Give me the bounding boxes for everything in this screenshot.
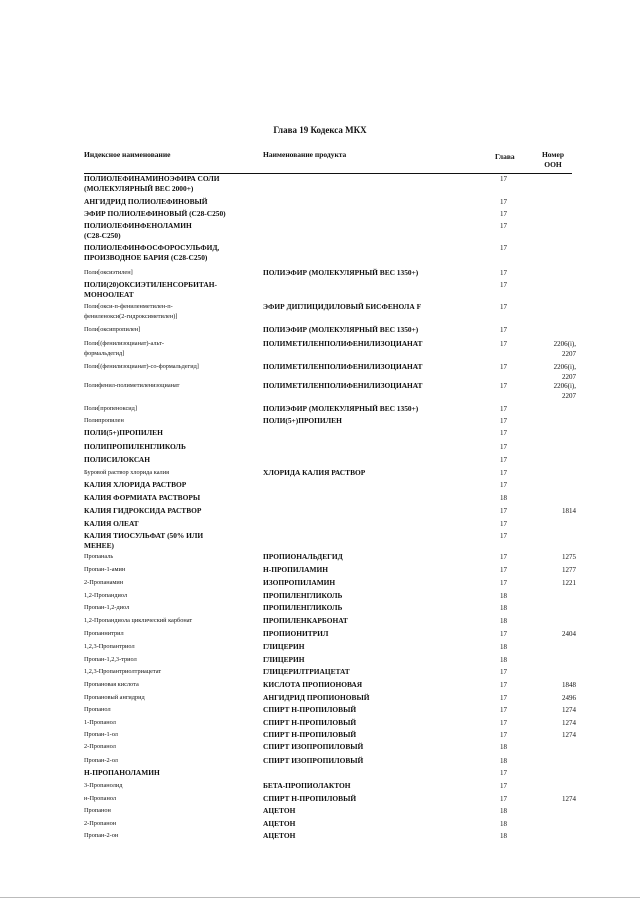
index-name-cell: [84, 667, 254, 677]
index-name-cell: [84, 519, 254, 529]
index-name-line: Поли[(фенилизоцианат)-со-формальдегид]: [84, 363, 199, 370]
chapter-cell: 17: [500, 429, 507, 437]
index-name-line: ПОЛИПРОПИЛЕНГЛИКОЛЬ: [84, 442, 186, 451]
chapter-cell: 18: [500, 807, 507, 815]
index-name-line: ПОЛИОЛЕФИНАМИНОЭФИРА СОЛИ: [84, 174, 220, 183]
chapter-cell: 17: [500, 507, 507, 515]
product-name-cell: ПОЛИЭФИР (МОЛЕКУЛЯРНЫЙ ВЕС 1350+): [263, 325, 419, 334]
un-number-line: 2496: [562, 694, 576, 702]
un-number-line: 1814: [562, 507, 576, 515]
product-name-cell: ПРОПИОНИТРИЛ: [263, 629, 329, 638]
chapter-cell: 17: [500, 417, 507, 425]
chapter-cell: 17: [500, 269, 507, 277]
page-title: Глава 19 Кодекса МКХ: [273, 125, 367, 135]
product-name-cell: СПИРТ ИЗОПРОПИЛОВЫЙ: [263, 742, 364, 751]
index-name-line: Пропан-1-амин: [84, 566, 126, 573]
index-name-line: Поли[оксипропилен]: [84, 326, 141, 333]
un-number-cell: [530, 705, 576, 715]
un-number-cell: [530, 794, 576, 804]
un-number-line: 1274: [562, 706, 576, 714]
index-name-line: Поли[оксиэтилен]: [84, 269, 133, 276]
chapter-cell: 17: [500, 769, 507, 777]
chapter-cell: 17: [500, 579, 507, 587]
chapter-cell: 17: [500, 222, 507, 230]
index-name-line: ЭФИР ПОЛИОЛЕФИНОВЫЙ (C28-C250): [84, 209, 226, 218]
product-name-cell: ГЛИЦЕРИЛТРИАЦЕТАТ: [263, 667, 350, 676]
index-name-line: Пропаннитрил: [84, 630, 124, 637]
chapter-cell: 17: [500, 481, 507, 489]
un-number-line: 2206(i),: [553, 382, 576, 390]
index-name-line: Полифенил-полиметиленизоцианат: [84, 382, 180, 389]
chapter-cell: 17: [500, 175, 507, 183]
index-name-line: 1,2,3-Пропантриолтриацетат: [84, 668, 162, 675]
index-name-cell: [84, 655, 254, 665]
index-name-cell: [84, 756, 254, 766]
index-name-line: Полипропилен: [84, 417, 124, 424]
index-name-line: Поли[пропеноксид]: [84, 405, 137, 412]
chapter-cell: 17: [500, 281, 507, 289]
index-name-cell: [84, 468, 254, 478]
index-name-line: Пропановая кислота: [84, 681, 139, 688]
un-number-line: 1848: [562, 681, 576, 689]
product-name-cell: ПРОПИЛЕНГЛИКОЛЬ: [263, 591, 343, 600]
un-number-cell: [530, 381, 576, 401]
product-name-cell: АЦЕТОН: [263, 806, 296, 815]
product-name-cell: ПРОПИЛЕНКАРБОНАТ: [263, 616, 348, 625]
index-name-line: Пропан-1,2-диол: [84, 604, 130, 611]
product-name-cell: ГЛИЦЕРИН: [263, 642, 305, 651]
index-name-cell: [84, 174, 254, 194]
index-name-line: МЕНЕЕ): [84, 541, 114, 550]
index-name-cell: [84, 629, 254, 639]
un-number-cell: [530, 339, 576, 359]
product-name-cell: СПИРТ ИЗОПРОПИЛОВЫЙ: [263, 756, 364, 765]
index-name-line: Пропановый ангидрид: [84, 694, 145, 701]
index-name-cell: [84, 209, 254, 219]
index-name-cell: [84, 416, 254, 426]
index-name-line: 2-Пропанон: [84, 820, 117, 827]
un-number-line: 2206(i),: [553, 363, 576, 371]
index-name-cell: [84, 221, 254, 241]
chapter-cell: 17: [500, 198, 507, 206]
un-number-line: 2207: [562, 392, 576, 400]
index-name-cell: [84, 531, 254, 551]
index-name-line: МОНООЛЕАТ: [84, 290, 134, 299]
index-name-cell: [84, 642, 254, 652]
product-name-cell: СПИРТ Н-ПРОПИЛОВЫЙ: [263, 730, 357, 739]
chapter-cell: 18: [500, 820, 507, 828]
chapter-cell: 18: [500, 592, 507, 600]
un-number-line: 1274: [562, 719, 576, 727]
index-name-line: (МОЛЕКУЛЯРНЫЙ ВЕС 2000+): [84, 184, 194, 193]
un-number-line: 2207: [562, 373, 576, 381]
column-header-un-number-line1: Номер: [541, 150, 565, 159]
index-name-line: АНГИДРИД ПОЛИОЛЕФИНОВЫЙ: [84, 197, 208, 206]
product-name-cell: ПРОПИОНАЛЬДЕГИД: [263, 552, 343, 561]
index-name-cell: [84, 280, 254, 300]
product-name-cell: КИСЛОТА ПРОПИОНОВАЯ: [263, 680, 363, 689]
chapter-cell: 17: [500, 795, 507, 803]
product-name-cell: ПОЛИЭФИР (МОЛЕКУЛЯРНЫЙ ВЕС 1350+): [263, 404, 419, 413]
index-name-cell: [84, 243, 254, 263]
index-name-cell: [84, 339, 254, 359]
index-name-line: Пропан-1-ол: [84, 731, 118, 738]
index-name-line: Поли[(фенилизоцианат)-альт-: [84, 340, 164, 347]
index-name-line: Пропанон: [84, 807, 111, 814]
column-header-chapter: Глава: [495, 152, 515, 161]
un-number-line: 2404: [562, 630, 576, 638]
un-number-cell: [530, 629, 576, 639]
chapter-cell: 17: [500, 520, 507, 528]
index-name-line: КАЛИЯ ХЛОРИДА РАСТВОР: [84, 480, 187, 489]
un-number-cell: [530, 730, 576, 740]
product-name-cell: АНГИДРИД ПРОПИОНОВЫЙ: [263, 693, 370, 702]
index-name-cell: [84, 730, 254, 740]
product-name-cell: ПОЛИЭФИР (МОЛЕКУЛЯРНЫЙ ВЕС 1350+): [263, 268, 419, 277]
un-number-cell: [530, 362, 576, 382]
product-name-cell: ГЛИЦЕРИН: [263, 655, 305, 664]
index-name-cell: [84, 768, 254, 778]
un-number-line: 1277: [562, 566, 576, 574]
index-name-cell: [84, 742, 254, 752]
index-name-cell: [84, 616, 254, 626]
index-name-cell: [84, 480, 254, 490]
chapter-cell: 18: [500, 832, 507, 840]
index-name-cell: [84, 381, 254, 391]
product-name-cell: СПИРТ Н-ПРОПИЛОВЫЙ: [263, 794, 357, 803]
chapter-cell: 17: [500, 405, 507, 413]
chapter-cell: 18: [500, 743, 507, 751]
index-name-line: ПОЛИОЛЕФИНФОСФОРОСУЛЬФИД,: [84, 243, 220, 252]
index-name-line: Н-ПРОПАНОЛАМИН: [84, 768, 160, 777]
un-number-line: 1274: [562, 795, 576, 803]
un-number-cell: [530, 680, 576, 690]
index-name-line: ПОЛИСИЛОКСАН: [84, 455, 150, 464]
index-name-cell: [84, 493, 254, 503]
index-name-line: КАЛИЯ ГИДРОКСИДА РАСТВОР: [84, 506, 202, 515]
index-name-line: фениленокси(2-гидроксиметилен)]: [84, 313, 178, 320]
index-name-cell: [84, 325, 254, 335]
index-name-cell: [84, 693, 254, 703]
chapter-cell: 17: [500, 443, 507, 451]
chapter-cell: 17: [500, 630, 507, 638]
index-name-line: ПОЛИ(5+)ПРОПИЛЕН: [84, 428, 163, 437]
chapter-cell: 17: [500, 719, 507, 727]
chapter-cell: 17: [500, 303, 507, 311]
index-name-cell: [84, 455, 254, 465]
product-name-cell: ИЗОПРОПИЛАМИН: [263, 578, 336, 587]
chapter-cell: 18: [500, 757, 507, 765]
index-name-line: 3-Пропанолид: [84, 782, 123, 789]
un-number-cell: [530, 718, 576, 728]
index-name-cell: [84, 591, 254, 601]
chapter-cell: 18: [500, 604, 507, 612]
un-number-cell: [530, 506, 576, 516]
product-name-cell: ПОЛИМЕТИЛЕНПОЛИФЕНИЛИЗОЦИАНАТ: [263, 362, 423, 371]
index-name-line: 1,2-Пропандиол: [84, 592, 128, 599]
index-name-line: Пропан-1,2,3-триол: [84, 656, 137, 663]
column-header-product-name: Наименование продукта: [263, 150, 347, 159]
chapter-cell: 17: [500, 566, 507, 574]
index-name-cell: [84, 428, 254, 438]
chapter-cell: 17: [500, 456, 507, 464]
index-name-cell: [84, 806, 254, 816]
index-name-line: КАЛИЯ ТИОСУЛЬФАТ (50% ИЛИ: [84, 531, 204, 540]
chapter-cell: 17: [500, 363, 507, 371]
index-name-line: Пропан-2-ол: [84, 757, 118, 764]
index-name-cell: [84, 565, 254, 575]
index-name-cell: [84, 603, 254, 613]
index-name-cell: [84, 831, 254, 841]
index-name-line: Пропаналь: [84, 553, 114, 560]
chapter-cell: 17: [500, 706, 507, 714]
chapter-cell: 18: [500, 494, 507, 502]
un-number-line: 2206(i),: [553, 340, 576, 348]
chapter-cell: 17: [500, 731, 507, 739]
column-header-un-number-line2: ООН: [544, 160, 562, 169]
chapter-cell: 17: [500, 469, 507, 477]
product-name-cell: СПИРТ Н-ПРОПИЛОВЫЙ: [263, 705, 357, 714]
product-name-cell: ХЛОРИДА КАЛИЯ РАСТВОР: [263, 468, 366, 477]
product-name-cell: БЕТА-ПРОПИОЛАКТОН: [263, 781, 351, 790]
index-name-cell: [84, 197, 254, 207]
index-name-cell: [84, 718, 254, 728]
un-number-line: 1274: [562, 731, 576, 739]
index-name-line: 2-Пропанол: [84, 743, 116, 750]
chapter-cell: 17: [500, 340, 507, 348]
index-name-line: 1,2,3-Пропантриол: [84, 643, 135, 650]
index-name-cell: [84, 781, 254, 791]
column-header-un-number: [535, 150, 571, 170]
index-name-cell: [84, 268, 254, 278]
index-name-cell: [84, 819, 254, 829]
index-name-line: КАЛИЯ ФОРМИАТА РАСТВОРЫ: [84, 493, 201, 502]
chapter-cell: 17: [500, 326, 507, 334]
chapter-cell: 18: [500, 643, 507, 651]
index-name-line: ПРОИЗВОДНОЕ БАРИЯ (C28-C250): [84, 253, 208, 262]
index-name-line: ПОЛИ(20)ОКСИЭТИЛЕНСОРБИТАН-: [84, 280, 217, 289]
un-number-line: 1275: [562, 553, 576, 561]
product-name-cell: АЦЕТОН: [263, 819, 296, 828]
index-name-line: н-Пропанол: [84, 795, 117, 802]
index-name-cell: [84, 404, 254, 414]
un-number-cell: [530, 693, 576, 703]
chapter-cell: 17: [500, 553, 507, 561]
product-name-cell: Н-ПРОПИЛАМИН: [263, 565, 328, 574]
chapter-cell: 17: [500, 210, 507, 218]
product-name-cell: ПОЛИМЕТИЛЕНПОЛИФЕНИЛИЗОЦИАНАТ: [263, 339, 423, 348]
index-name-cell: [84, 506, 254, 516]
index-name-line: Пропан-2-он: [84, 832, 119, 839]
index-name-line: формальдегид]: [84, 350, 125, 357]
index-name-line: ПОЛИОЛЕФИНФЕНОЛАМИН: [84, 221, 192, 230]
product-name-cell: ПОЛИМЕТИЛЕНПОЛИФЕНИЛИЗОЦИАНАТ: [263, 381, 423, 390]
product-name-cell: ЭФИР ДИГЛИЦИДИЛОВЫЙ БИСФЕНОЛА F: [263, 302, 422, 311]
un-number-cell: [530, 565, 576, 575]
index-name-line: Буровой раствор хлорида калия: [84, 469, 169, 476]
product-name-cell: ПРОПИЛЕНГЛИКОЛЬ: [263, 603, 343, 612]
index-name-line: 2-Пропанамин: [84, 579, 124, 586]
chapter-cell: 18: [500, 617, 507, 625]
column-header-index-name: Индексное наименование: [84, 150, 171, 159]
un-number-line: 2207: [562, 350, 576, 358]
chapter-cell: 17: [500, 244, 507, 252]
chapter-cell: 17: [500, 681, 507, 689]
chapter-cell: 17: [500, 694, 507, 702]
index-name-cell: [84, 705, 254, 715]
index-name-line: Пропанол: [84, 706, 111, 713]
index-name-cell: [84, 362, 254, 372]
un-number-line: 1221: [562, 579, 576, 587]
chapter-cell: 17: [500, 532, 507, 540]
index-name-line: 1-Пропанол: [84, 719, 116, 726]
un-number-cell: [530, 578, 576, 588]
index-name-cell: [84, 552, 254, 562]
page-bottom-edge: [0, 897, 640, 898]
chapter-cell: 17: [500, 382, 507, 390]
index-name-line: КАЛИЯ ОЛЕАТ: [84, 519, 139, 528]
chapter-cell: 18: [500, 656, 507, 664]
chapter-cell: 17: [500, 782, 507, 790]
product-name-cell: ПОЛИ(5+)ПРОПИЛЕН: [263, 416, 342, 425]
chapter-cell: 17: [500, 668, 507, 676]
index-name-line: (C28-C250): [84, 231, 121, 240]
index-name-cell: [84, 442, 254, 452]
product-name-cell: АЦЕТОН: [263, 831, 296, 840]
index-name-cell: [84, 578, 254, 588]
index-name-line: Поли[окси-п-фениленметилен-п-: [84, 303, 173, 310]
index-name-cell: [84, 680, 254, 690]
index-name-line: 1,2-Пропандиола циклический карбонат: [84, 617, 193, 624]
product-name-cell: СПИРТ Н-ПРОПИЛОВЫЙ: [263, 718, 357, 727]
index-name-cell: [84, 302, 254, 322]
index-name-cell: [84, 794, 254, 804]
un-number-cell: [530, 552, 576, 562]
